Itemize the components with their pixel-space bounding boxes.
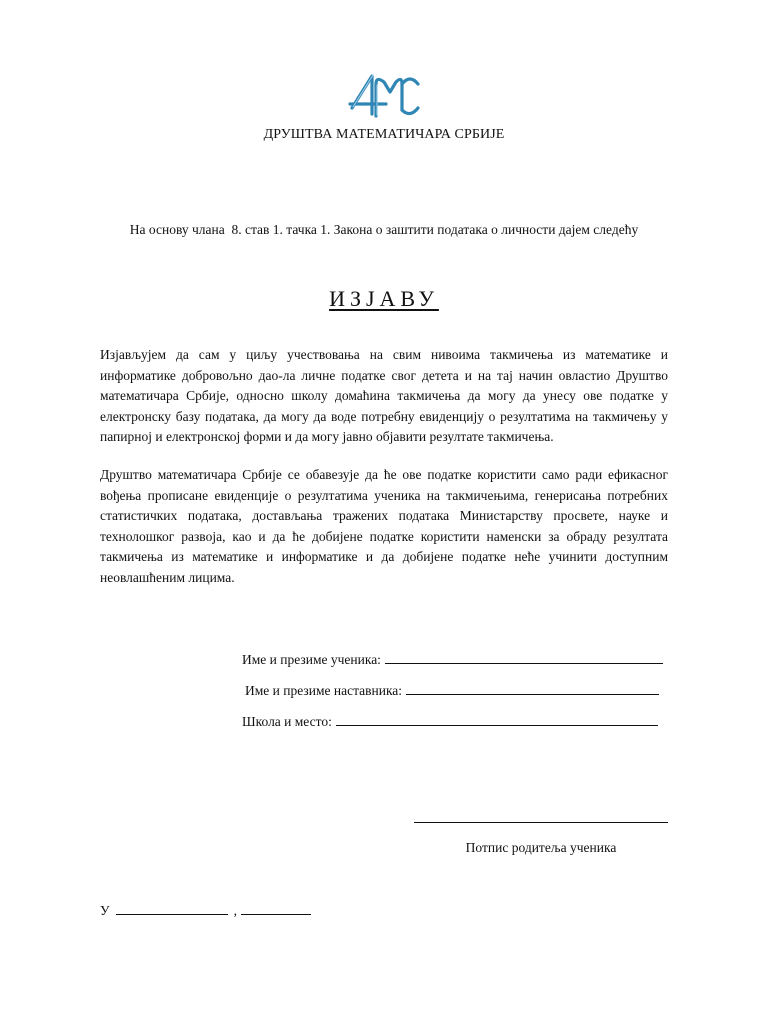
dms-logo-icon: [346, 70, 422, 122]
intro-text: На основу члана 8. став 1. тачка 1. Закона о заштити података о личности дајем следећу: [129, 222, 639, 237]
student-name-label: Име и презиме ученика:: [242, 652, 381, 667]
document-heading: ИЗЈАВУ: [329, 286, 439, 311]
date-blank-line[interactable]: [241, 902, 311, 915]
place-blank-line[interactable]: [116, 902, 228, 915]
obligation-paragraph: Друштво математичара Србије се обавезује да ће ове податке користити само ради ефикасног вођења прописане евиденције о резултатима ученика на такмичењима, генерисања потребних статистичких података, достављања тражених података Министарству просвете, науке и технолошког развоја, као и да ће добијене податке користити наменски за обраду резултата такмичења из математике и информатике и да добијене податке неће учинити доступним неовлашћеним лицима.: [100, 467, 668, 585]
school-label: Школа и место:: [242, 714, 332, 729]
place-prefix: У: [100, 903, 110, 918]
organization-name: ДРУШТВА МАТЕМАТИЧАРА СРБИЈЕ: [263, 127, 505, 142]
signature-label: Потпис родитеља ученика: [465, 840, 617, 855]
student-name-field[interactable]: [242, 651, 663, 668]
teacher-name-label: Име и презиме наставника:: [245, 683, 403, 698]
signature-line[interactable]: [414, 822, 668, 823]
teacher-name-field[interactable]: [245, 682, 659, 699]
place-date-separator: ,: [233, 903, 237, 918]
place-date-field[interactable]: [100, 902, 311, 919]
teacher-name-blank-line[interactable]: [406, 682, 659, 695]
declaration-paragraph: Изјављујем да сам у циљу учествовања на свим нивоима такмичења из математике и информатике добровољно дао-ла личне податке свог детета и на тај начин овластио Друштво математичара Србије, односно школу домаћина такмичења да могу да унесу ове податке у електронску базу података, да могу да воде потребну евиденцију о резултатима на такмичењу у папирној и електронској форми и да могу јавно објавити резултате такмичења.: [100, 347, 668, 444]
school-field[interactable]: [242, 713, 658, 730]
student-name-blank-line[interactable]: [385, 651, 663, 664]
school-blank-line[interactable]: [336, 713, 658, 726]
